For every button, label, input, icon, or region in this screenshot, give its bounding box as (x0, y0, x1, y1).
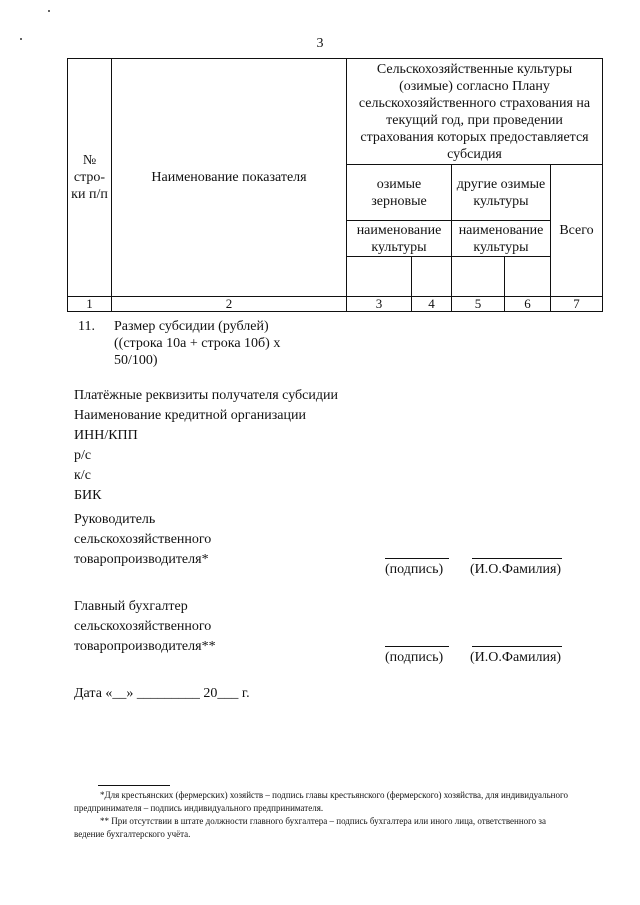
column-number: 5 (452, 297, 505, 312)
row-11-number: 11. (78, 319, 95, 334)
head-signature-label: (подпись) (385, 562, 444, 577)
header-winter-grain: озимые зерновые (347, 165, 452, 221)
date-line: Дата «__» _________ 20___ г. (74, 686, 250, 701)
subsidy-table (67, 58, 603, 312)
accountant-signature-block (74, 597, 216, 657)
accountant-title: сельскохозяйственного (74, 619, 212, 634)
row-11-line: 50/100) (114, 353, 158, 368)
payment-details (74, 386, 338, 506)
payment-bank: Наименование кредитной организации (74, 408, 306, 423)
accountant-name-label: (И.О.Фамилия) (470, 650, 562, 665)
scan-speck (48, 10, 50, 12)
column-number: 3 (347, 297, 412, 312)
payment-account: р/с (74, 448, 92, 463)
accountant-signature-label: (подпись) (385, 650, 444, 665)
head-signature-line (385, 558, 449, 559)
row-11-line: ((строка 10а + строка 10б) x (114, 336, 281, 351)
row-11-text (114, 318, 334, 369)
header-crops-group: Сельскохозяйственные культуры (озимые) согласно Плану сельскохозяйственного страхования на текущий год, при проведении страхования которых предоставляется субсидия (347, 59, 603, 165)
header-indicator-name: Наименование показателя (112, 59, 347, 297)
header-crop-name-1: наименование культуры (347, 221, 452, 257)
head-title: Руководитель (74, 512, 156, 527)
accountant-title: Главный бухгалтер (74, 599, 188, 614)
footnote-1: *Для крестьянских (фермерских) хозяйств – подпись главы крестьянского (фермерского) хозяйства, для индивидуального предпринимателя – подпись индивидуального предпринимателя. (74, 790, 568, 813)
column-number: 1 (68, 297, 112, 312)
accountant-title: товаропроизводителя** (74, 639, 216, 654)
empty-cell (505, 257, 551, 297)
head-name-line (472, 558, 562, 559)
row-11-line: Размер субсидии (рублей) (114, 319, 269, 334)
head-title: сельскохозяйственного (74, 532, 212, 547)
empty-cell (412, 257, 452, 297)
column-number: 7 (551, 297, 603, 312)
footnote-2: ** При отсутствии в штате должности главного бухгалтера – подпись бухгалтера или иного лица, ответственного за ведение бухгалтерского учёта. (74, 816, 546, 839)
head-signature-block (74, 510, 211, 570)
column-number: 6 (505, 297, 551, 312)
footnote-rule (98, 785, 170, 786)
column-number: 4 (412, 297, 452, 312)
header-crop-name-2: наименование культуры (452, 221, 551, 257)
accountant-signature-line (385, 646, 449, 647)
accountant-name-line (472, 646, 562, 647)
payment-inn: ИНН/КПП (74, 428, 138, 443)
payment-corr-account: к/с (74, 468, 91, 483)
head-title: товаропроизводителя* (74, 552, 209, 567)
header-total: Всего (551, 165, 603, 297)
header-other-winter-crops: другие озимые культуры (452, 165, 551, 221)
empty-cell (347, 257, 412, 297)
empty-cell (452, 257, 505, 297)
header-row-number: № стро-ки п/п (68, 59, 112, 297)
column-number: 2 (112, 297, 347, 312)
footnotes (74, 789, 574, 841)
head-name-label: (И.О.Фамилия) (470, 562, 562, 577)
payment-title: Платёжные реквизиты получателя субсидии (74, 388, 338, 403)
page-number: 3 (316, 36, 324, 51)
payment-bik: БИК (74, 488, 102, 503)
